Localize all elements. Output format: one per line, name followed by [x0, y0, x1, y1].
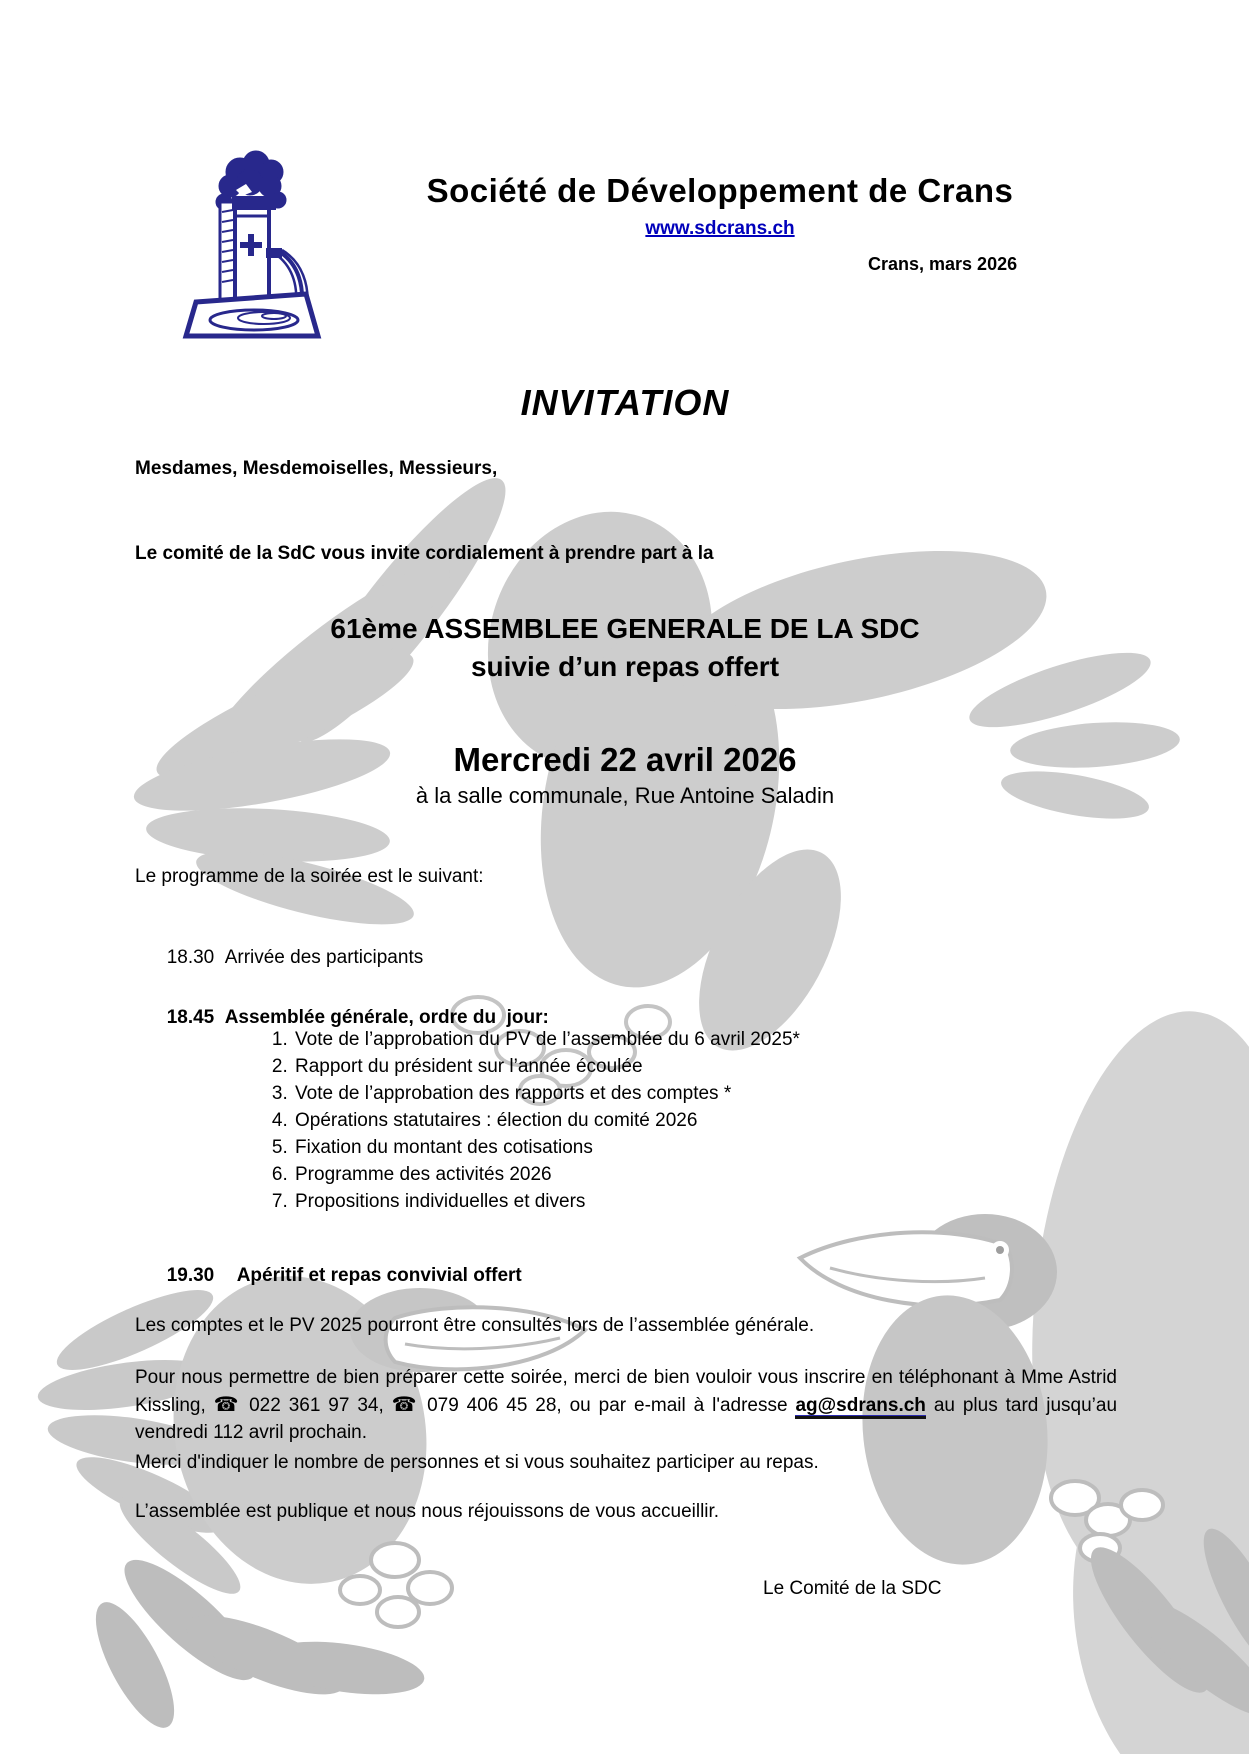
- agenda-list: [263, 1026, 800, 1215]
- signature-line: Le Comité de la SDC: [763, 1578, 942, 1599]
- agenda-item-2: 2. Rapport du président sur l’année écoulée: [293, 1053, 800, 1080]
- program-time: 18.30: [166, 947, 215, 968]
- registration-paragraph: [135, 1364, 1117, 1447]
- telephone-icon: ☎: [213, 1393, 242, 1416]
- registration-text-2: au plus tard jusqu’au vendredi 112 avril prochain.: [135, 1394, 1118, 1443]
- program-label: Arrivée des participants: [224, 947, 424, 968]
- program-row-apero: [135, 1243, 522, 1309]
- org-website-wrap: [330, 218, 1110, 240]
- email-link[interactable]: ag@sdrans.ch: [795, 1395, 925, 1419]
- registration-text-1: Pour nous permettre de bien préparer cette soirée, merci de bien vouloir vous inscrire en téléphonant à Mme Astrid Kissling,: [135, 1367, 1117, 1416]
- salutation-line: Mesdames, Mesdemoiselles, Messieurs,: [135, 458, 498, 479]
- registration-note: Merci d'indiquer le nombre de personnes et si vous souhaitez participer au repas.: [135, 1452, 819, 1473]
- intro-line: Le comité de la SdC vous invite cordialement à prendre part à la: [135, 543, 714, 564]
- event-date: Mercredi 22 avril 2026: [453, 741, 797, 778]
- dateline: Crans, mars 2026: [868, 254, 1018, 274]
- agenda-item-1: 1. Vote de l’approbation du PV de l’assemblée du 6 avril 2025*: [293, 1026, 800, 1053]
- event-title: [135, 610, 1115, 686]
- program-label: Assemblée générale, ordre du jour:: [224, 1007, 549, 1028]
- closing-line: L’assemblée est publique et nous nous réjouissons de vous accueillir.: [135, 1501, 720, 1522]
- program-row-arrival: [135, 925, 423, 991]
- agenda-item-7: 7. Propositions individuelles et divers: [293, 1188, 800, 1215]
- program-time: 18.45: [166, 1007, 215, 1028]
- fountain-logo-icon: [178, 150, 328, 340]
- invitation-title: INVITATION: [520, 382, 730, 423]
- accounts-note: Les comptes et le PV 2025 pourront être consultés lors de l’assemblée générale.: [135, 1315, 815, 1336]
- event-when: [135, 740, 1115, 812]
- phone-number-1: 022 361 97 34,: [249, 1394, 384, 1416]
- org-website-link[interactable]: www.sdcrans.ch: [645, 218, 795, 239]
- org-name-title: Société de Développement de Crans: [426, 172, 1014, 209]
- telephone-icon: ☎: [391, 1393, 420, 1416]
- event-location: à la salle communale, Rue Antoine Saladin: [415, 783, 835, 808]
- event-title-line2: suivie d’un repas offert: [470, 651, 780, 682]
- agenda-item-6: 6. Programme des activités 2026: [293, 1161, 800, 1188]
- phone-number-2: 079 406 45 28, ou par e-mail à l'adresse: [427, 1394, 788, 1416]
- program-intro: Le programme de la soirée est le suivant:: [135, 866, 484, 887]
- event-title-line1: 61ème ASSEMBLEE GENERALE DE LA SDC: [330, 613, 920, 644]
- program-label: Apéritif et repas convivial offert: [236, 1265, 522, 1286]
- agenda-item-4: 4. Opérations statutaires : élection du comité 2026: [293, 1107, 800, 1134]
- program-time: 19.30: [166, 1265, 215, 1286]
- agenda-item-5: 5. Fixation du montant des cotisations: [293, 1134, 800, 1161]
- agenda-item-3: 3. Vote de l’approbation des rapports et des comptes *: [293, 1080, 800, 1107]
